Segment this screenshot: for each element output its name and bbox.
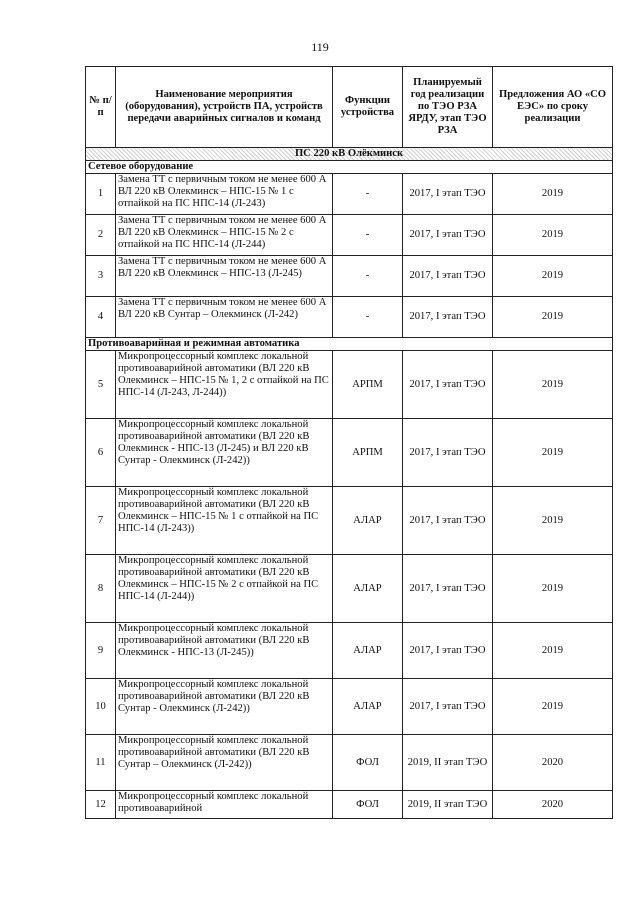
- page-number: 119: [311, 40, 329, 54]
- row-name: Микропроцессорный комплекс локальной противоаварийной автоматики (ВЛ 220 кВ Олекминск - НПС-13 (Л-245)): [116, 623, 333, 679]
- row-num: 3: [86, 256, 116, 297]
- row-plan: 2019, II этап ТЭО: [403, 735, 493, 791]
- row-num: 10: [86, 679, 116, 735]
- row-num: 8: [86, 555, 116, 623]
- row-name: Микропроцессорный комплекс локальной противоаварийной автоматики (ВЛ 220 кВ Сунтар – Олекминск (Л-242)): [116, 735, 333, 791]
- row-proposal: 2020: [493, 791, 613, 819]
- row-proposal: 2019: [493, 256, 613, 297]
- table-row: [86, 351, 613, 419]
- row-plan: 2017, I этап ТЭО: [403, 351, 493, 419]
- row-num: 6: [86, 419, 116, 487]
- row-num: 2: [86, 215, 116, 256]
- header-num: № п/п: [86, 67, 116, 148]
- row-num: 4: [86, 297, 116, 338]
- row-proposal: 2019: [493, 351, 613, 419]
- row-num: 5: [86, 351, 116, 419]
- row-func: АЛАР: [333, 679, 403, 735]
- table-row: [86, 679, 613, 735]
- row-plan: 2017, I этап ТЭО: [403, 419, 493, 487]
- section-title: Противоаварийная и режимная автоматика: [86, 338, 613, 351]
- row-func: ФОЛ: [333, 735, 403, 791]
- row-name: Микропроцессорный комплекс локальной противоаварийной автоматики (ВЛ 220 кВ Олекминск – НПС-15 № 2 с отпайкой на ПС НПС-14 (Л-244)): [116, 555, 333, 623]
- table-row: [86, 623, 613, 679]
- row-num: 7: [86, 487, 116, 555]
- header-proposal: Предложения АО «СО ЕЭС» по сроку реализации: [493, 67, 613, 148]
- row-proposal: 2019: [493, 679, 613, 735]
- row-name: Замена ТТ с первичным током не менее 600 А ВЛ 220 кВ Олекминск – НПС-15 № 1 с отпайкой на ПС НПС-14 (Л-243): [116, 174, 333, 215]
- row-name: Замена ТТ с первичным током не менее 600 А ВЛ 220 кВ Олекминск – НПС-13 (Л-245): [116, 256, 333, 297]
- row-name: Микропроцессорный комплекс локальной противоаварийной автоматики (ВЛ 220 кВ Олекминск – НПС-15 № 1, 2 с отпайкой на ПС НПС-14 (Л-243, Л-244)): [116, 351, 333, 419]
- row-plan: 2017, I этап ТЭО: [403, 174, 493, 215]
- header-name: Наименование мероприятия (оборудования), устройств ПА, устройств передачи аварийных сигналов и команд: [116, 67, 333, 148]
- row-name: Микропроцессорный комплекс локальной противоаварийной автоматики (ВЛ 220 кВ Олекминск – НПС-15 № 1 с отпайкой на ПС НПС-14 (Л-243)): [116, 487, 333, 555]
- row-plan: 2017, I этап ТЭО: [403, 623, 493, 679]
- row-proposal: 2019: [493, 215, 613, 256]
- row-name: Замена ТТ с первичным током не менее 600 А ВЛ 220 кВ Олекминск – НПС-15 № 2 с отпайкой на ПС НПС-14 (Л-244): [116, 215, 333, 256]
- row-func: АРПМ: [333, 351, 403, 419]
- row-num: 11: [86, 735, 116, 791]
- measures-table: [85, 66, 613, 819]
- header-plan: Планируемый год реализации по ТЭО РЗА ЯРДУ, этап ТЭО РЗА: [403, 67, 493, 148]
- header-func: Функции устройства: [333, 67, 403, 148]
- table-row: [86, 215, 613, 256]
- row-func: -: [333, 174, 403, 215]
- table-row: [86, 735, 613, 791]
- table-row: [86, 555, 613, 623]
- substation-title: ПС 220 кВ Олёкминск: [86, 148, 613, 161]
- row-num: 12: [86, 791, 116, 819]
- substation-row: [86, 148, 613, 161]
- table-row: [86, 791, 613, 819]
- row-func: -: [333, 297, 403, 338]
- row-proposal: 2019: [493, 174, 613, 215]
- row-func: АЛАР: [333, 623, 403, 679]
- row-plan: 2017, I этап ТЭО: [403, 215, 493, 256]
- row-func: АЛАР: [333, 487, 403, 555]
- row-proposal: 2019: [493, 487, 613, 555]
- row-plan: 2017, I этап ТЭО: [403, 487, 493, 555]
- table-row: [86, 487, 613, 555]
- row-proposal: 2020: [493, 735, 613, 791]
- row-plan: 2017, I этап ТЭО: [403, 679, 493, 735]
- row-num: 1: [86, 174, 116, 215]
- table-row: [86, 256, 613, 297]
- table-row: [86, 419, 613, 487]
- row-name: Замена ТТ с первичным током не менее 600 А ВЛ 220 кВ Сунтар – Олекминск (Л-242): [116, 297, 333, 338]
- row-func: АЛАР: [333, 555, 403, 623]
- row-name: Микропроцессорный комплекс локальной противоаварийной автоматики (ВЛ 220 кВ Олекминск - НПС-13 (Л-245) и ВЛ 220 кВ Сунтар - Олекминск (Л-242)): [116, 419, 333, 487]
- row-plan: 2017, I этап ТЭО: [403, 297, 493, 338]
- row-plan: 2017, I этап ТЭО: [403, 555, 493, 623]
- row-func: -: [333, 256, 403, 297]
- row-proposal: 2019: [493, 623, 613, 679]
- row-plan: 2017, I этап ТЭО: [403, 256, 493, 297]
- row-num: 9: [86, 623, 116, 679]
- row-proposal: 2019: [493, 297, 613, 338]
- row-proposal: 2019: [493, 555, 613, 623]
- section-row: [86, 338, 613, 351]
- section-title: Сетевое оборудование: [86, 161, 613, 174]
- table-row: [86, 297, 613, 338]
- row-func: АРПМ: [333, 419, 403, 487]
- header-row: [86, 67, 613, 148]
- row-plan: 2019, II этап ТЭО: [403, 791, 493, 819]
- row-name: Микропроцессорный комплекс локальной противоаварийной: [116, 791, 333, 819]
- row-name: Микропроцессорный комплекс локальной противоаварийной автоматики (ВЛ 220 кВ Сунтар - Олекминск (Л-242)): [116, 679, 333, 735]
- section-row: [86, 161, 613, 174]
- table-row: [86, 174, 613, 215]
- row-func: ФОЛ: [333, 791, 403, 819]
- row-func: -: [333, 215, 403, 256]
- row-proposal: 2019: [493, 419, 613, 487]
